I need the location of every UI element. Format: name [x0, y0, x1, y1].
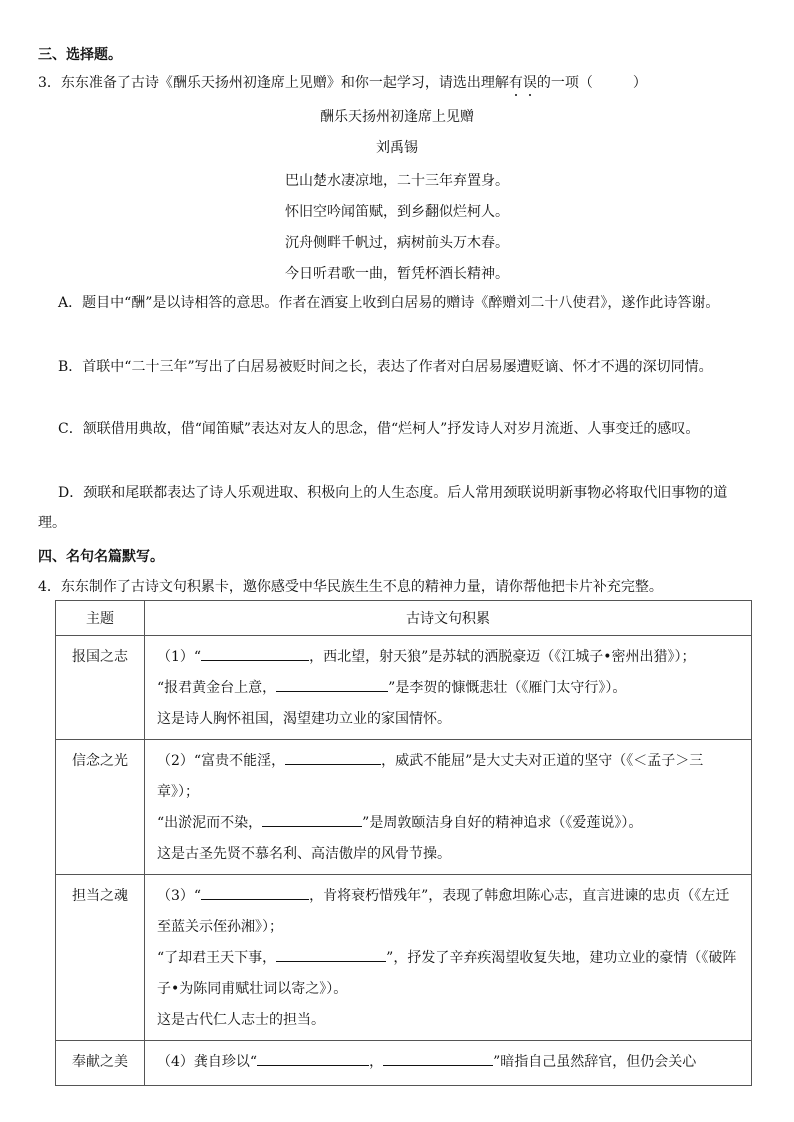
- poem-line: 怀旧空吟闻笛赋，到乡翻似烂柯人。: [285, 204, 509, 220]
- row-theme: 担当之魂: [56, 875, 145, 1041]
- header-theme: 主题: [56, 601, 145, 636]
- q3-emphasis-char-1: 有: [508, 75, 523, 91]
- poem-author: 刘禹锡: [376, 140, 418, 156]
- row-content: [145, 875, 752, 1041]
- option-d[interactable]: [38, 478, 754, 538]
- q3-stem-text-a: 3．东东准备了古诗《酬乐天扬州初逢席上见赠》和你一起学习，请选出理解: [38, 75, 509, 91]
- row-theme: 奉献之美: [56, 1041, 145, 1086]
- table-row: [56, 1041, 752, 1086]
- fill-blank-5[interactable]: [201, 884, 309, 900]
- fill-blank-1[interactable]: [201, 645, 309, 661]
- option-c[interactable]: [38, 414, 754, 444]
- option-c-text: C．颔联借用典故，借“闻笛赋”表达对友人的思念，借“烂柯人”抒发诗人对岁月流逝、人事变迁的感叹。: [58, 421, 700, 437]
- line-2: “出淤泥而不染， ”是周敦颐洁身自好的精神追求（《爱莲说》）。: [157, 808, 741, 839]
- row-content: [145, 740, 752, 875]
- table-row: [56, 875, 752, 1041]
- option-a[interactable]: [38, 288, 754, 318]
- poem-line: 今日听君歌一曲，暂凭杯酒长精神。: [285, 266, 509, 282]
- row-theme: 报国之志: [56, 636, 145, 740]
- fill-blank-6[interactable]: [276, 946, 386, 962]
- table-row: [56, 740, 752, 875]
- row-content: [145, 636, 752, 740]
- section-heading-3: 三、选择题。: [38, 47, 122, 63]
- line-3: 这是古代仁人志士的担当。: [157, 1012, 325, 1028]
- q3-stem-close: ）: [632, 75, 647, 91]
- option-d-text: D．颈联和尾联都表达了诗人乐观进取、积极向上的人生态度。后人常用颈联说明新事物必将取代旧事物的道理。: [38, 485, 728, 531]
- line-1: （2）“富贵不能淫， ，威武不能屈”是大丈夫对正道的坚守（《＜孟子＞三章》）；: [157, 746, 741, 808]
- line-1: （3）“ ，肯将衰朽惜残年”，表现了韩愈坦陈心志，直言进谏的忠贞（《左迁至蓝关示侄孙湘》）；: [157, 881, 741, 943]
- row-theme: 信念之光: [56, 740, 145, 875]
- header-content: 古诗文句积累: [145, 601, 752, 636]
- line-1: （1）“ ，西北望，射天狼”是苏轼的洒脱豪迈（《江城子•密州出猎》）；: [157, 642, 741, 673]
- line-3: 这是诗人胸怀祖国，渴望建功立业的家国情怀。: [157, 711, 451, 727]
- option-b-text: B．首联中“二十三年”写出了白居易被贬时间之长，表达了作者对白居易屡遭贬谪、怀才不遇的深切同情。: [58, 359, 713, 375]
- line-3: 这是古圣先贤不慕名利、高洁傲岸的风骨节操。: [157, 846, 451, 862]
- option-b[interactable]: [38, 352, 754, 382]
- line-1: （4）龚自珍以“ ， ”暗指自己虽然辞官，但仍会关心: [157, 1047, 741, 1078]
- fill-blank-2[interactable]: [276, 676, 388, 692]
- q3-stem-text-b: 的一项（: [536, 75, 593, 91]
- poem-line: 沉舟侧畔千帆过，病树前头万木春。: [285, 235, 509, 251]
- question-3-stem: [38, 72, 647, 92]
- poem-title: 酬乐天扬州初逢席上见赠: [320, 109, 474, 125]
- poem-line: 巴山楚水凄凉地，二十三年弃置身。: [285, 173, 509, 189]
- section-heading-4: 四、名句名篇默写。: [38, 549, 164, 565]
- table-row: [56, 636, 752, 740]
- fill-blank-7[interactable]: [257, 1050, 369, 1066]
- row-content: [145, 1041, 752, 1086]
- fill-blank-8[interactable]: [383, 1050, 493, 1066]
- fill-blank-3[interactable]: [285, 749, 381, 765]
- question-4-stem: 4．东东制作了古诗文句积累卡，邀你感受中华民族生生不息的精神力量，请你帮他把卡片补充完整。: [38, 579, 663, 595]
- line-2: “了却君王天下事， ”，抒发了辛弃疾渴望收复失地，建功立业的豪情（《破阵子•为陈同甫赋壮词以寄之》）。: [157, 943, 741, 1005]
- table-header-row: [56, 601, 752, 636]
- fill-blank-4[interactable]: [262, 811, 362, 827]
- option-a-text: A．题目中“酬”是以诗相答的意思。作者在酒宴上收到白居易的赠诗《醉赠刘二十八使君》，遂作此诗答谢。: [58, 295, 720, 311]
- accumulation-card-table: [55, 600, 752, 1086]
- line-2: “报君黄金台上意， ”是李贺的慷慨悲壮（《雁门太守行》）。: [157, 673, 741, 704]
- q3-emphasis-char-2: 误: [522, 75, 537, 91]
